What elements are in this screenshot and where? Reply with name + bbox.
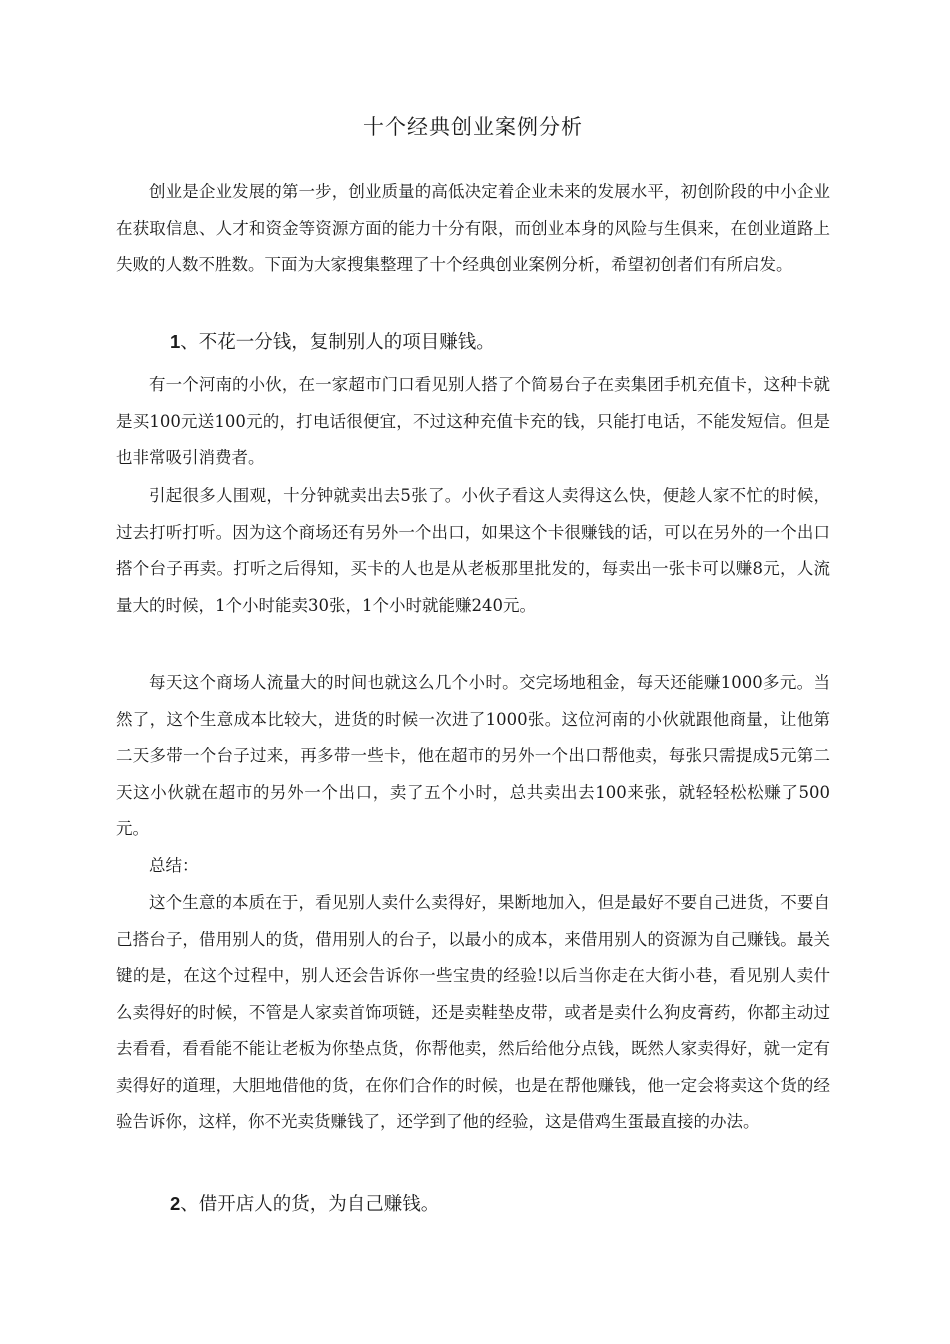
document-title: 十个经典创业案例分析 xyxy=(363,115,583,139)
section-1-paragraph-3: 每天这个商场人流量大的时间也就这么几个小时。交完场地租金，每天还能赚1000多元。当然了，这个生意成本比较大，进货的时候一次进了1000张。这位河南的小伙就跟他商量，让他第二天多带一个台子过来，再多带一些卡，他在超市的另外一个出口帮他卖，每张只需提成5元第二天这小伙就在超市的另外一个出口，卖了五个小时，总共卖出去100来张，就轻轻松松赚了500元。 xyxy=(116,673,830,838)
summary-paragraph: 这个生意的本质在于，看见别人卖什么卖得好，果断地加入，但是最好不要自己进货，不要自己搭台子，借用别人的货，借用别人的台子，以最小的成本，来借用别人的资源为自己赚钱。最关键的是，在这个过程中，别人还会告诉你一些宝贵的经验!以后当你走在大街小巷，看见别人卖什么卖得好的时候，不管是人家卖首饰项链，还是卖鞋垫皮带，或者是卖什么狗皮膏药，你都主动过去看看，看看能不能让老板为你垫点货，你帮他卖，然后给他分点钱，既然人家卖得好，就一定有卖得好的道理，大胆地借他的货，在你们合作的时候，也是在帮他赚钱，他一定会将卖这个货的经验告诉你，这样，你不光卖货赚钱了，还学到了他的经验，这是借鸡生蛋最直接的办法。 xyxy=(116,893,830,1131)
section-2-number: 2 xyxy=(170,1193,181,1214)
summary-label: 总结： xyxy=(149,856,199,875)
section-1-heading-text: 、不花一分钱，复制别人的项目赚钱。 xyxy=(180,332,495,353)
section-2-heading-text: 、借开店人的货，为自己赚钱。 xyxy=(180,1194,440,1215)
section-1-paragraph-1: 有一个河南的小伙，在一家超市门口看见别人搭了个简易台子在卖集团手机充值卡，这种卡就是买100元送100元的，打电话很便宜，不过这种充值卡充的钱，只能打电话，不能发短信。但是也非常吸引消费者。 xyxy=(116,375,830,467)
section-2-heading xyxy=(116,1184,884,1225)
intro-paragraph: 创业是企业发展的第一步，创业质量的高低决定着企业未来的发展水平，初创阶段的中小企业在获取信息、人才和资金等资源方面的能力十分有限，而创业本身的风险与生俱来，在创业道路上失败的人数不胜数。下面为大家搜集整理了十个经典创业案例分析，希望初创者们有所启发。 xyxy=(116,182,830,274)
section-1-heading xyxy=(116,322,884,363)
section-1-number: 1 xyxy=(170,331,181,352)
section-1-paragraph-2: 引起很多人围观，十分钟就卖出去5张了。小伙子看这人卖得这么快，便趁人家不忙的时候，过去打听打听。因为这个商场还有另外一个出口，如果这个卡很赚钱的话，可以在另外的一个出口搭个台子再卖。打听之后得知，买卡的人也是从老板那里批发的，每卖出一张卡可以赚8元，人流量大的时候，1个小时能卖30张，1个小时就能赚240元。 xyxy=(116,486,830,615)
